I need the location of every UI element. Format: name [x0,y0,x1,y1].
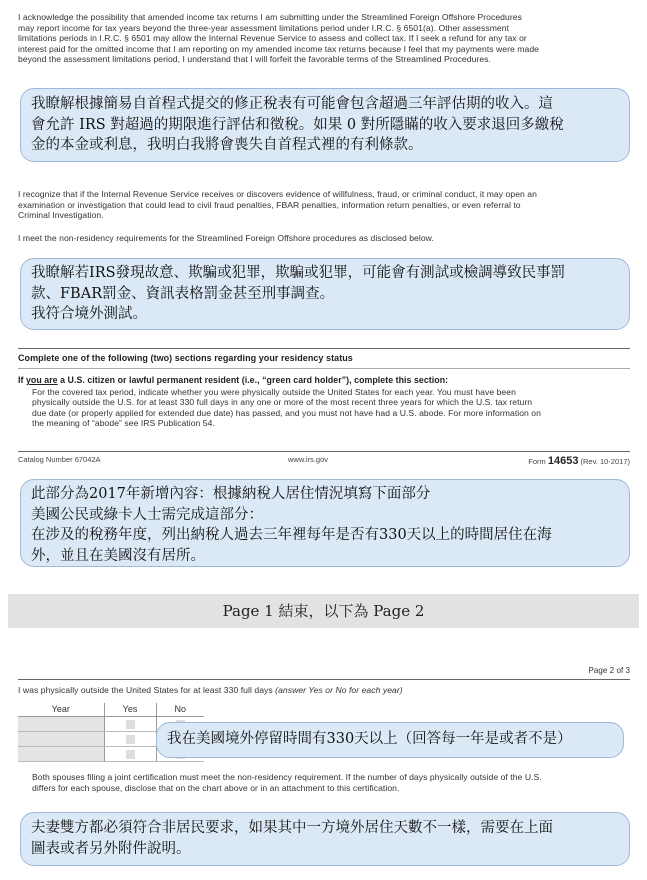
note-line: 款、FBAR罰金、資訊表格罰金甚至刑事調查。 [31,285,335,302]
form-revision: (Rev. 10-2017) [578,457,630,466]
page2-top-rule [18,679,630,680]
citizen-heading [18,375,630,386]
translation-note-1 [20,88,630,162]
text-line: due date (or properly applied for extended due date) has passed, and you must not have had a U.S. abode. For more information on [32,407,541,418]
translation-note-3 [20,479,630,567]
note-line: 外，並且在美國沒有居所。 [31,547,205,564]
page-number [18,666,630,677]
section-heading-text: Complete one of the following (two) sections regarding your residency status [18,353,353,363]
outside-us-question [18,685,630,696]
citizen-heading-prefix: If [18,375,26,385]
note-line: 美國公民或綠卡人士需完成這部分： [31,506,263,523]
yes-checkbox[interactable] [126,735,135,744]
evidence-paragraph [18,189,630,221]
form-number: 14653 [547,455,579,467]
form-number-label [528,455,630,467]
section-heading [18,353,630,364]
note-line: 金的本金或利息，我明白我將會喪失自首程式裡的有利條款。 [31,137,423,153]
citizen-section [18,375,630,429]
text-line: Both spouses filing a joint certification must meet the non-residency requirement. If the number of days physically outside of the U.S. [32,772,542,782]
note-line: 在涉及的稅務年度，列出納稅人過去三年裡每年是否有330天以上的時間居住在海 [31,527,552,543]
year-input[interactable] [18,716,104,731]
text-line: may report income for tax years beyond the three-year assessment limitations period under I.R.C. § 6501(a). Other assessment [18,22,510,33]
text-line: I recognize that if the Internal Revenue Service receives or discovers evidence of willfulness, fraud, or criminal conduct, it may open an [18,189,537,199]
text-line: the meaning of “abode” see IRS Publication 54. [32,418,215,429]
page-number-text: Page 2 of 3 [588,666,630,675]
page-break-banner: Page 1 結束，以下為 Page 2 [8,594,639,628]
form-label: Form [528,457,548,466]
text-line: For the covered tax period, indicate whether you were physically outside the United States for each year. You must have been [32,386,516,397]
year-input[interactable] [18,746,104,761]
citizen-body [18,387,630,429]
note-line: 我符合境外測試。 [31,306,147,322]
text-line: physically outside the U.S. for at least 330 full days in any one or more of the most recent three years for which the U.S. tax return [32,397,533,408]
note-line: 圖表或者另外附件說明。 [31,840,191,857]
text-line: Criminal Investigation. [18,210,104,221]
acknowledgement-paragraph [18,12,630,65]
translation-note-5 [20,812,630,866]
note-line: 我瞭解根據簡易自首程式提交的修正稅表有可能會包含超過三年評估期的收入。這 [31,96,553,112]
question-hint: (answer Yes or No for each year) [275,685,403,695]
yes-column-header: Yes [104,703,156,716]
footer-rule [18,451,630,452]
text-line: differs for each spouse, disclose that on the chart above or in an attachment to this certification. [32,782,400,793]
year-column-header: Year [18,703,104,716]
yes-cell [104,716,156,731]
translation-note-2 [20,258,630,330]
citizen-heading-you-are: you are [25,375,58,385]
catalog-number: Catalog Number 67042A [18,455,101,464]
note-line: 會允許 IRS 對超過的期限進行評估和徵稅。如果 0 對所隱瞞的收入要求退回多繳稅 [31,116,564,133]
table-header-row [18,703,204,716]
yes-checkbox[interactable] [126,750,135,759]
yes-cell [104,731,156,746]
note-line: 我瞭解若IRS發現故意、欺騙或犯罪，欺騙或犯罪，可能會有測試或檢調導致民事罰 [31,265,566,281]
text-line: beyond the assessment limitations period, I understand that I will forfeit the favorable terms of the Streamlined Procedures. [18,54,491,65]
translation-note-4 [156,722,624,758]
non-residency-statement [18,233,630,244]
text-line: interest paid for the omitted income that I am reporting on my amended income tax returns because I feel that my payments were made [18,43,539,54]
text-line: I meet the non-residency requirements for the Streamlined Foreign Offshore procedures as disclosed below. [18,233,434,243]
note-line: 夫妻雙方都必須符合非居民要求，如果其中一方境外居住天數不一樣，需要在上面 [31,820,553,836]
text-line: I acknowledge the possibility that amended income tax returns I am submitting under the Streamlined Foreign Offshore Procedures [18,12,522,22]
no-column-header: No [156,703,204,716]
text-line: examination or investigation that could lead to civil fraud penalties, FBAR penalties, information return penalties, or even referral to [18,199,521,210]
spouse-paragraph [18,772,630,793]
citizen-heading-rest: a U.S. citizen or lawful permanent resident (i.e., “green card holder”), complete this section: [57,375,449,385]
yes-checkbox[interactable] [126,720,135,729]
section-bottom-rule [18,368,630,369]
yes-cell [104,746,156,761]
question-text: I was physically outside the United States for at least 330 full days [18,685,276,695]
year-input[interactable] [18,731,104,746]
note-line: 此部分為2017年新增內容：根據納稅人居住情況填寫下面部分 [31,486,431,502]
text-line: limitations periods in I.R.C. § 6501 may allow the Internal Revenue Service to assess and collect tax. If I seek a refund for any tax or [18,33,527,44]
note-line: 我在美國境外停留時間有330天以上（回答每一年是或者不是） [167,731,572,747]
section-top-rule [18,348,630,349]
website-link[interactable]: www.irs.gov [288,455,329,464]
